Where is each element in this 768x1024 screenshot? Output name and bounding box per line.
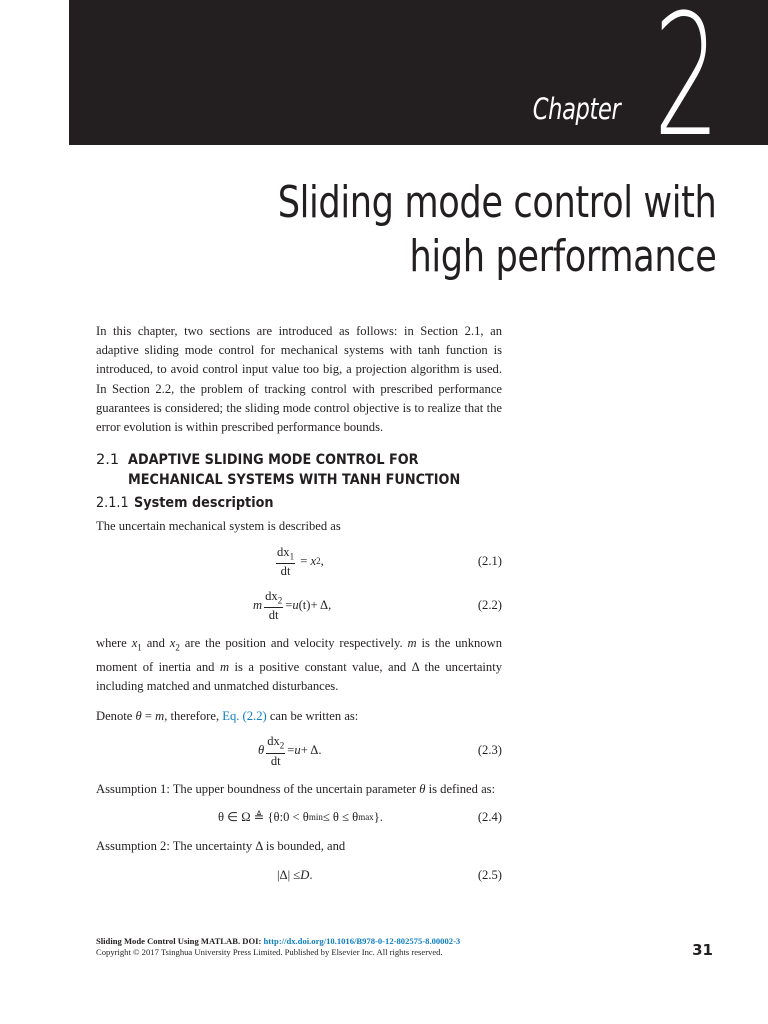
intro-paragraph: In this chapter, two sections are introduced as follows: in Section 2.1, an adaptive sliding mode control for mechanical systems with tanh function is introduced, to avoid control input value too big, a projection algorithm is used. In Section 2.2, the problem of tracking control with prescribed performance guarantees is considered; the sliding mode control objective is to realize that the error evolution is within prescribed performance bounds. xyxy=(96,324,502,435)
subsection-heading xyxy=(96,493,502,513)
assumption-1-text: Assumption 1: The upper boundness of the uncertain parameter θ is defined as: xyxy=(96,781,496,796)
eq1-fraction: $\frac{dx_1}{dt}$ xyxy=(277,544,295,579)
chapter-label: Chapter xyxy=(532,92,620,126)
main-content xyxy=(96,322,502,894)
page-footer xyxy=(96,936,460,958)
equation-2-4: θ ∈ Ω ≜ {θ:0 < θ min ≤ θ ≤ θ max }. (2.4) xyxy=(96,799,502,837)
equation-number: (2.3) xyxy=(477,743,502,758)
chapter-title-line-2: high performance xyxy=(409,231,716,282)
eq-2-2-link[interactable]: Eq. (2.2) xyxy=(222,708,267,723)
section-number: 2.1 xyxy=(96,451,120,469)
equation-2-2: m $\frac{dx_2}{dt}$ = u (t) + Δ, (2.2) xyxy=(96,586,502,624)
section-title-line-1: ADAPTIVE SLIDING MODE CONTROL FOR xyxy=(128,451,419,469)
equation-2-3: θ $\frac{dx_2}{dt}$ = u + Δ. (2.3) xyxy=(96,732,502,770)
chapter-number: 2 xyxy=(653,0,720,145)
equation-number: (2.4) xyxy=(477,810,502,825)
page-number: 31 xyxy=(692,941,713,959)
book-citation: Sliding Mode Control Using MATLAB. DOI: xyxy=(96,936,264,946)
doi-link[interactable]: http://dx.doi.org/10.1016/B978-0-12-802575-8.00002-3 xyxy=(263,936,461,946)
equation-number: (2.1) xyxy=(477,553,502,568)
copyright-text: Copyright © 2017 Tsinghua University Press Limited. Published by Elsevier Inc. All rights reserved. xyxy=(96,947,443,957)
chapter-title xyxy=(277,176,716,284)
equation-number: (2.2) xyxy=(477,597,502,612)
system-intro-text: The uncertain mechanical system is described as xyxy=(96,519,341,534)
variables-explanation: where $x_1$ and $x_2$ are the position and velocity respectively. m is the unknown moment of inertia and m is a positive constant value, and Δ the uncertainty including matched and unmatched disturbances. xyxy=(96,636,502,694)
section-title-line-2: MECHANICAL SYSTEMS WITH TANH FUNCTION xyxy=(128,471,461,489)
chapter-banner xyxy=(69,0,768,145)
chapter-title-line-1: Sliding mode control with xyxy=(277,177,716,228)
section-heading xyxy=(96,450,502,490)
subsection-number: 2.1.1 xyxy=(96,494,129,512)
equation-2-5: |Δ| ≤ D . (2.5) xyxy=(96,856,502,894)
assumption-2-text: Assumption 2: The uncertainty Δ is bounded, and xyxy=(96,838,346,853)
equation-number: (2.5) xyxy=(477,867,502,882)
subsection-title: System description xyxy=(134,494,274,512)
section-title xyxy=(128,450,460,490)
denote-text: Denote θ = m, therefore, Eq. (2.2) can be written as: xyxy=(96,708,359,723)
equation-2-1: $\frac{dx_1}{dt}$ = x 2 , (2.1) xyxy=(96,542,502,580)
eq2-fraction: $\frac{dx_2}{dt}$ xyxy=(265,588,283,623)
eq3-fraction: $\frac{dx_2}{dt}$ xyxy=(267,733,285,768)
